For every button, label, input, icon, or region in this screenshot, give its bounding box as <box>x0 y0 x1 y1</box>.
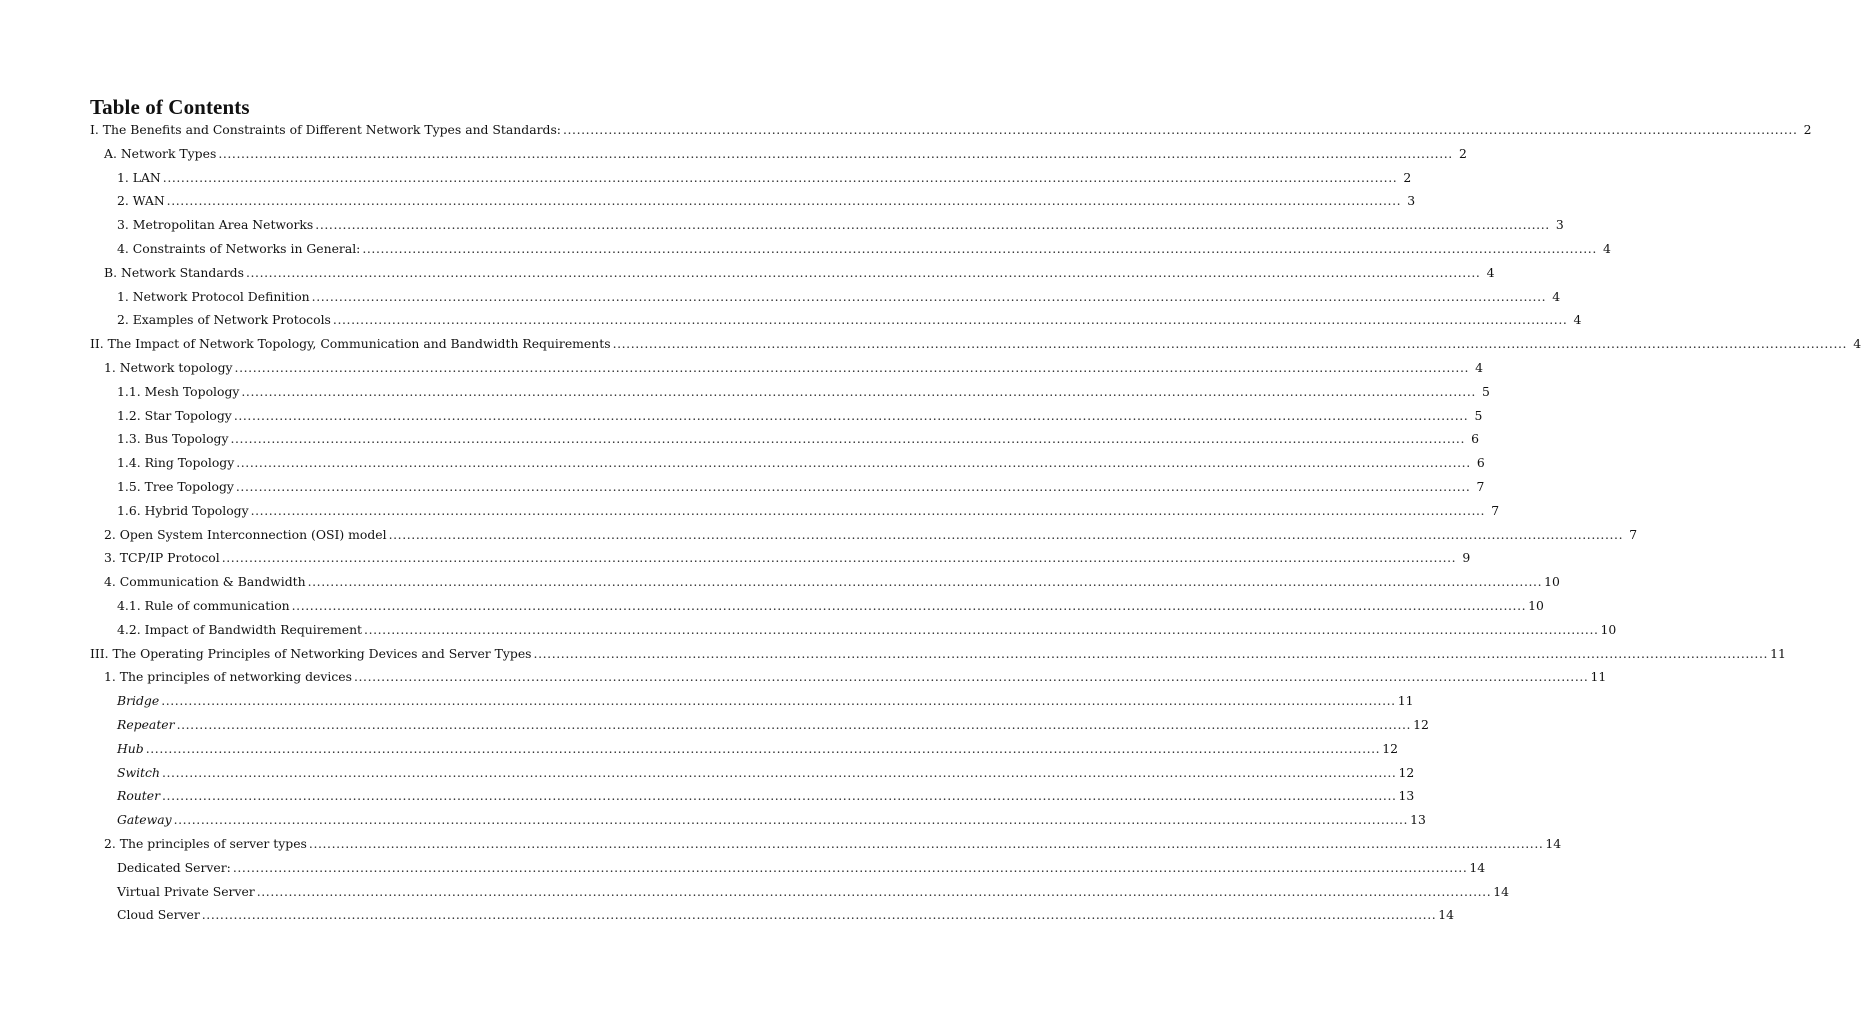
dot-leader <box>146 737 1381 761</box>
dot-leader <box>354 665 1589 689</box>
toc-entry-label: 4. Constraints of Networks in General: <box>117 240 361 256</box>
toc-entry-label: 4.1. Rule of communication <box>117 597 290 613</box>
toc-entry-page-number: 2 <box>1403 169 1412 185</box>
dot-leader <box>312 285 1547 309</box>
dot-leader <box>235 356 1470 380</box>
toc-entry-page-number: 14 <box>1545 835 1562 851</box>
toc-entry[interactable] <box>0 618 1617 642</box>
toc-entry-page-number: 13 <box>1410 812 1426 828</box>
toc-entry-page-number: 12 <box>1398 764 1415 780</box>
toc-entry[interactable] <box>0 142 1467 166</box>
toc-entry-page-number: 14 <box>1493 883 1510 899</box>
toc-entry[interactable] <box>0 332 1861 356</box>
toc-entry-page-number: 6 <box>1476 455 1485 471</box>
toc-entry-label: II. The Impact of Network Topology, Communication and Bandwidth Requirements <box>90 336 611 352</box>
dot-leader <box>222 546 1457 570</box>
toc-entry-page-number: 10 <box>1544 574 1560 590</box>
dot-leader <box>236 451 1471 475</box>
toc-entry[interactable] <box>0 594 1544 618</box>
toc-entry-page-number: 9 <box>1462 550 1471 566</box>
toc-entry[interactable] <box>0 546 1471 570</box>
toc-entry-page-number: 14 <box>1438 907 1455 923</box>
toc-entry-page-number: 7 <box>1629 526 1638 542</box>
dot-leader <box>177 713 1412 737</box>
dot-leader <box>292 594 1527 618</box>
toc-entry[interactable] <box>0 808 1426 832</box>
toc-entry-page-number: 4 <box>1552 288 1561 304</box>
toc-entry[interactable] <box>0 665 1607 689</box>
toc-entry[interactable] <box>0 356 1484 380</box>
toc-entry-page-number: 12 <box>1413 716 1429 732</box>
toc-entry-label: 4.2. Impact of Bandwidth Requirement <box>117 621 363 637</box>
toc-entry[interactable] <box>0 689 1414 713</box>
toc-entry-label: III. The Operating Principles of Networking Devices and Server Types <box>90 645 532 661</box>
dot-leader <box>234 404 1469 428</box>
toc-entry-page-number: 3 <box>1407 193 1416 209</box>
toc-entry-label: 2. WAN <box>117 193 165 209</box>
dot-leader <box>362 237 1597 261</box>
toc-entry[interactable] <box>0 784 1415 808</box>
toc-entry-label: Router <box>117 788 161 804</box>
dot-leader <box>163 166 1398 190</box>
dot-leader <box>241 380 1476 404</box>
dot-leader <box>246 261 1481 285</box>
toc-entry[interactable] <box>0 261 1495 285</box>
toc-entry[interactable] <box>0 213 1564 237</box>
dot-leader <box>534 642 1769 666</box>
toc-entry-label: Hub <box>117 740 144 756</box>
page-title: Table of Contents <box>90 95 250 119</box>
toc-entry-page-number: 11 <box>1397 693 1414 709</box>
toc-entry-label: 1. The principles of networking devices <box>104 669 352 685</box>
dot-leader <box>161 689 1396 713</box>
toc-entry-page-number: 4 <box>1573 312 1582 328</box>
dot-leader <box>364 618 1599 642</box>
dot-leader <box>218 142 1453 166</box>
toc-entry[interactable] <box>0 475 1485 499</box>
toc-entry[interactable] <box>0 523 1638 547</box>
toc-entry[interactable] <box>0 118 1812 142</box>
toc-entry-page-number: 14 <box>1469 859 1486 875</box>
toc-entry[interactable] <box>0 404 1483 428</box>
toc-entry-page-number: 7 <box>1476 478 1485 494</box>
dot-leader <box>308 570 1543 594</box>
toc-entry[interactable] <box>0 427 1479 451</box>
toc-entry-label: 2. Open System Interconnection (OSI) model <box>104 526 387 542</box>
toc-entry-label: 1. Network Protocol Definition <box>117 288 310 304</box>
toc-entry[interactable] <box>0 642 1786 666</box>
dot-leader <box>251 499 1486 523</box>
toc-entry[interactable] <box>0 308 1582 332</box>
dot-leader <box>233 856 1468 880</box>
toc-entry-label: 1.1. Mesh Topology <box>117 383 240 399</box>
toc-entry-page-number: 12 <box>1382 740 1399 756</box>
toc-entry-label: Virtual Private Server <box>117 883 255 899</box>
toc-entry-page-number: 4 <box>1486 264 1495 280</box>
toc-entry-label: Gateway <box>117 812 172 828</box>
toc-entry-page-number: 13 <box>1398 788 1415 804</box>
toc-entry-page-number: 7 <box>1491 502 1500 518</box>
toc-entry-label: 2. Examples of Network Protocols <box>117 312 331 328</box>
toc-entry-page-number: 10 <box>1528 597 1544 613</box>
dot-leader <box>202 903 1437 927</box>
toc-entry-label: I. The Benefits and Constraints of Different Network Types and Standards: <box>90 122 561 137</box>
toc-entry[interactable] <box>0 189 1416 213</box>
toc-entry[interactable] <box>0 856 1486 880</box>
toc-entry-label: Switch <box>117 764 160 780</box>
toc-entry-page-number: 3 <box>1555 217 1564 233</box>
dot-leader <box>309 832 1544 856</box>
dot-leader <box>333 308 1568 332</box>
toc-entry-page-number: 10 <box>1600 621 1617 637</box>
toc-entry-label: 1.6. Hybrid Topology <box>117 502 249 518</box>
dot-leader <box>389 523 1624 547</box>
toc-entry-label: A. Network Types <box>104 145 217 161</box>
dot-leader <box>315 213 1550 237</box>
toc-entry-label: Cloud Server <box>117 907 200 923</box>
toc-entry-label: 1. LAN <box>117 169 161 185</box>
toc-entry[interactable] <box>0 570 1560 594</box>
dot-leader <box>613 332 1848 356</box>
toc-entry[interactable] <box>0 285 1561 309</box>
toc-entry-label: 3. TCP/IP Protocol <box>104 550 220 566</box>
toc-entry-page-number: 6 <box>1471 431 1479 447</box>
toc-entry[interactable] <box>0 737 1399 761</box>
dot-leader <box>563 118 1798 142</box>
toc-entry-label: 4. Communication & Bandwidth <box>104 574 306 590</box>
toc-entry-page-number: 5 <box>1474 407 1483 423</box>
toc-entry-label: 1.2. Star Topology <box>117 407 232 423</box>
toc-entry-label: Dedicated Server: <box>117 859 231 875</box>
toc-entry-page-number: 4 <box>1602 240 1611 256</box>
dot-leader <box>162 761 1397 785</box>
toc-entry-label: 1. Network topology <box>104 359 233 375</box>
dot-leader <box>236 475 1471 499</box>
dot-leader <box>167 189 1402 213</box>
toc-entry-page-number: 11 <box>1770 645 1786 661</box>
toc-list <box>0 118 1861 927</box>
toc-entry-label: Repeater <box>117 716 175 732</box>
toc-entry-label: 1.3. Bus Topology <box>117 431 229 447</box>
toc-entry[interactable] <box>0 380 1490 404</box>
toc-entry[interactable] <box>0 761 1415 785</box>
toc-entry[interactable] <box>0 713 1429 737</box>
toc-entry-label: 2. The principles of server types <box>104 835 307 851</box>
toc-entry-page-number: 11 <box>1590 669 1607 685</box>
toc-entry-label: 1.4. Ring Topology <box>117 455 235 471</box>
toc-entry[interactable] <box>0 880 1510 904</box>
toc-entry-page-number: 4 <box>1475 359 1484 375</box>
dot-leader <box>174 808 1409 832</box>
toc-entry-label: 3. Metropolitan Area Networks <box>117 217 314 233</box>
toc-entry-label: B. Network Standards <box>104 264 244 280</box>
dot-leader <box>230 427 1465 451</box>
toc-entry[interactable] <box>0 166 1412 190</box>
toc-entry[interactable] <box>0 499 1500 523</box>
toc-entry-page-number: 4 <box>1853 336 1861 352</box>
toc-entry[interactable] <box>0 832 1562 856</box>
toc-entry[interactable] <box>0 237 1611 261</box>
toc-entry-label: 1.5. Tree Topology <box>117 478 234 494</box>
toc-entry-page-number: 5 <box>1482 383 1490 399</box>
toc-entry[interactable] <box>0 451 1485 475</box>
toc-entry-page-number: 2 <box>1803 122 1812 137</box>
dot-leader <box>257 880 1492 904</box>
toc-entry-label: Bridge <box>117 693 160 709</box>
toc-entry-page-number: 2 <box>1458 145 1467 161</box>
toc-entry[interactable] <box>0 903 1455 927</box>
dot-leader <box>162 784 1397 808</box>
